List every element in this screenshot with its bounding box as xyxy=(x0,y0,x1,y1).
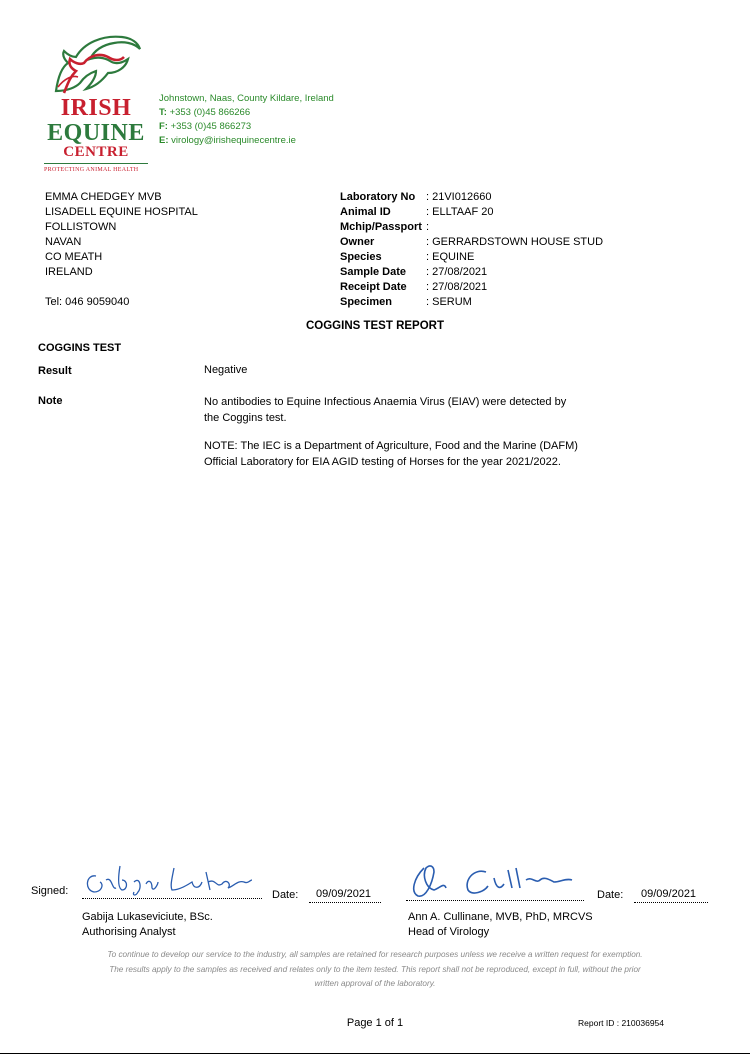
signature-scribble-right xyxy=(404,858,580,902)
logo-word-irish: IRISH xyxy=(60,95,132,121)
note-label: Note xyxy=(38,395,63,407)
section-heading: COGGINS TEST xyxy=(38,342,122,354)
recipient-tel: Tel: 046 9059040 xyxy=(45,296,130,308)
sample-row xyxy=(340,205,603,220)
sample-value: : 27/08/2021 xyxy=(426,266,488,278)
signature-left xyxy=(82,862,260,902)
result-label: Result xyxy=(38,365,72,377)
page-number: Page 1 of 1 xyxy=(346,1017,404,1029)
signatory-right-role: Head of Virology xyxy=(408,926,490,938)
horse-logo-icon xyxy=(50,33,142,95)
disclaimer-line: To continue to develop our service to the industry, all samples are retained for research purposes unless we receive a written request for exemption. xyxy=(107,950,643,959)
sample-key: Laboratory No xyxy=(340,191,416,203)
sample-value: : GERRARDSTOWN HOUSE STUD xyxy=(426,236,604,248)
sample-key: Owner xyxy=(340,236,375,248)
signature-right xyxy=(404,858,580,902)
irish-equine-centre-logo xyxy=(42,33,150,179)
logo-tagline: PROTECTING ANIMAL HEALTH xyxy=(44,167,139,173)
result-value: Negative xyxy=(204,364,248,376)
sample-details xyxy=(340,190,603,310)
sample-key: Animal ID xyxy=(340,206,391,218)
contact-email-value: virology@irishequinecentre.ie xyxy=(171,135,296,146)
sample-value: : EQUINE xyxy=(426,251,475,263)
recipient-line: IRELAND xyxy=(45,266,93,278)
contact-email-label: E: xyxy=(159,135,169,146)
signature-line-left xyxy=(82,898,262,899)
date-label-left: Date: xyxy=(272,889,299,901)
recipient-address xyxy=(45,190,198,310)
logo-word-centre: CENTRE xyxy=(63,144,129,160)
date-label-right: Date: xyxy=(597,889,624,901)
contact-address: Johnstown, Naas, County Kildare, Ireland xyxy=(159,93,334,104)
sample-value: : ELLTAAF 20 xyxy=(426,206,494,218)
contact-fax xyxy=(159,120,251,134)
sample-value: : 27/08/2021 xyxy=(426,281,488,293)
signed-label: Signed: xyxy=(31,885,69,897)
date-line-right xyxy=(634,902,708,903)
sample-row xyxy=(340,220,603,235)
sample-key: Species xyxy=(340,251,382,263)
contact-tel xyxy=(159,106,250,120)
logo-word-equine: EQUINE xyxy=(47,120,145,146)
signatory-right-name: Ann A. Cullinane, MVB, PhD, MRCVS xyxy=(408,911,593,923)
note-paragraph-1: No antibodies to Equine Infectious Anaemia Virus (EIAV) were detected by the Coggins test. xyxy=(204,396,567,424)
sample-key: Mchip/Passport xyxy=(340,221,422,233)
sample-row xyxy=(340,235,603,250)
sample-key: Receipt Date xyxy=(340,281,407,293)
sample-key: Sample Date xyxy=(340,266,407,278)
sample-row xyxy=(340,190,603,205)
sample-row xyxy=(340,280,603,295)
recipient-line: NAVAN xyxy=(45,236,82,248)
disclaimer xyxy=(0,948,750,992)
report-id: Report ID : 210036954 xyxy=(578,1018,665,1028)
signatory-left-name: Gabija Lukaseviciute, BSc. xyxy=(82,911,213,923)
signature-scribble-left xyxy=(82,862,260,898)
date-line-left xyxy=(309,902,381,903)
contact-tel-value: +353 (0)45 866266 xyxy=(169,107,251,118)
contact-fax-label: F: xyxy=(159,121,168,132)
note-paragraph-2: NOTE: The IEC is a Department of Agriculture, Food and the Marine (DAFM) Official Laboratory for EIA AGID testing of Horses for the year 2021/2022. xyxy=(204,440,578,468)
disclaimer-line: The results apply to the samples as received and relates only to the item tested. This report shall not be reproduced, except in full, without the prior xyxy=(109,964,641,974)
recipient-line: FOLLISTOWN xyxy=(45,221,117,233)
sample-row xyxy=(340,265,603,280)
date-value-left: 09/09/2021 xyxy=(316,888,372,900)
logo-divider xyxy=(44,163,148,164)
sample-value: : 21VI012660 xyxy=(426,191,492,203)
sample-row xyxy=(340,250,603,265)
signature-line-right xyxy=(406,900,584,901)
recipient-line: LISADELL EQUINE HOSPITAL xyxy=(45,206,198,218)
contact-tel-label: T: xyxy=(159,107,167,118)
recipient-line: EMMA CHEDGEY MVB xyxy=(45,191,162,203)
contact-email xyxy=(159,134,296,148)
recipient-line: CO MEATH xyxy=(45,251,103,263)
sample-value: : SERUM xyxy=(426,296,472,308)
disclaimer-line: written approval of the laboratory. xyxy=(314,979,436,988)
page-bottom-rule xyxy=(0,1053,750,1054)
date-value-right: 09/09/2021 xyxy=(641,888,697,900)
signatory-left-role: Authorising Analyst xyxy=(82,926,176,938)
sample-value: : xyxy=(426,221,430,233)
sample-key: Specimen xyxy=(340,296,392,308)
report-title: COGGINS TEST REPORT xyxy=(305,320,444,332)
contact-fax-value: +353 (0)45 866273 xyxy=(170,121,252,132)
sample-row xyxy=(340,295,603,310)
